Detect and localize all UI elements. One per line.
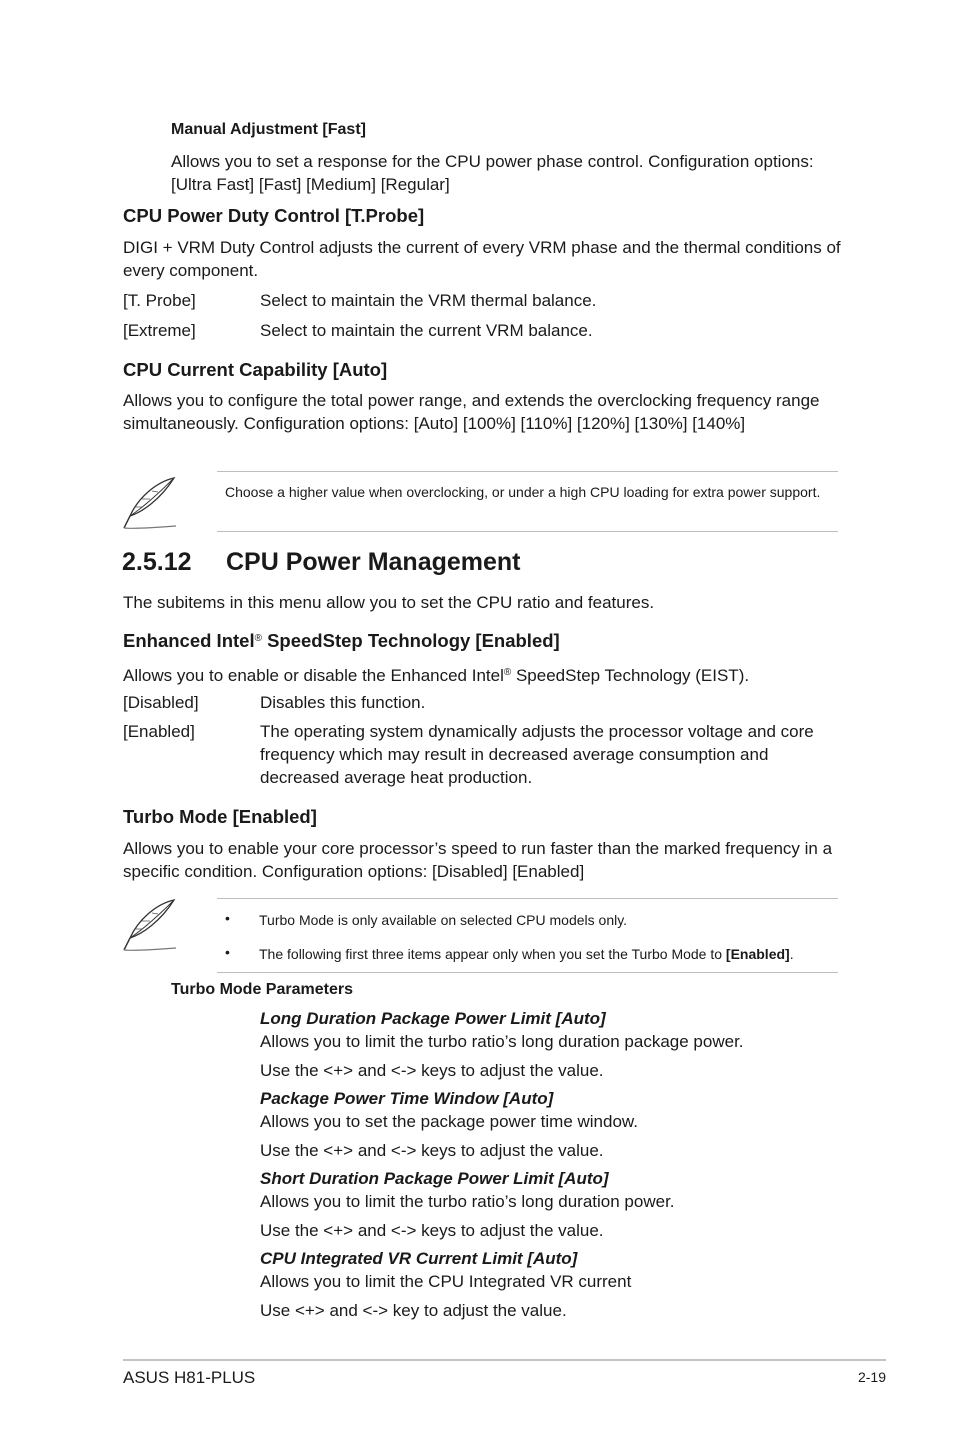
eist-option-desc: Disables this function. <box>260 693 426 712</box>
eist-title: Enhanced Intel® SpeedStep Technology [Enabled] <box>123 630 560 651</box>
duty-option-key: [T. Probe] <box>123 291 196 310</box>
param-hint: Use the <+> and <-> keys to adjust the value. <box>260 1061 604 1080</box>
section-number: 2.5.12 <box>122 548 192 576</box>
feather-pen-icon <box>120 474 182 532</box>
param-hint: Use the <+> and <-> keys to adjust the value. <box>260 1141 604 1160</box>
param-title: Long Duration Package Power Limit [Auto] <box>260 1009 606 1028</box>
duty-option-desc: Select to maintain the VRM thermal balance. <box>260 291 597 310</box>
duty-control-title: CPU Power Duty Control [T.Probe] <box>123 205 425 226</box>
turbo-params-title: Turbo Mode Parameters <box>171 981 353 998</box>
eist-option-desc: The operating system dynamically adjusts the processor voltage and core frequency which may result in decreased average consumption and decreased average heat production. <box>260 722 814 787</box>
param-desc: Allows you to limit the turbo ratio’s long duration package power. <box>260 1032 744 1051</box>
note-divider-bottom <box>217 531 838 532</box>
page-number: 2-19 <box>857 1369 886 1385</box>
note-text: Choose a higher value when overclocking, or under a high CPU loading for extra power support. <box>225 484 821 500</box>
eist-body: Allows you to enable or disable the Enhanced Intel® SpeedStep Technology (EIST). <box>123 666 750 685</box>
eist-option-key: [Enabled] <box>123 722 195 741</box>
note-divider-top <box>217 898 838 899</box>
note-divider-top <box>217 471 838 472</box>
param-title: Short Duration Package Power Limit [Auto] <box>260 1169 609 1188</box>
param-hint: Use the <+> and <-> keys to adjust the value. <box>260 1221 604 1240</box>
duty-control-body: DIGI + VRM Duty Control adjusts the current of every VRM phase and the thermal conditions of every component. <box>123 238 841 280</box>
param-title: CPU Integrated VR Current Limit [Auto] <box>260 1249 578 1268</box>
section-intro: The subitems in this menu allow you to set the CPU ratio and features. <box>123 593 655 612</box>
section-title: CPU Power Management <box>226 548 521 576</box>
note-item: The following first three items appear only when you set the Turbo Mode to [Enabled]. <box>259 946 794 962</box>
param-desc: Allows you to limit the CPU Integrated VR current <box>260 1272 632 1291</box>
note-divider-bottom <box>217 972 838 973</box>
manual-adjustment-body: Allows you to set a response for the CPU power phase control. Configuration options: [Ultra Fast] [Fast] [Medium] [Regular] <box>171 152 814 194</box>
param-title: Package Power Time Window [Auto] <box>260 1089 554 1108</box>
footer-rule <box>123 1359 886 1361</box>
footer-product: ASUS H81-PLUS <box>123 1368 256 1387</box>
param-desc: Allows you to limit the turbo ratio’s long duration power. <box>260 1192 675 1211</box>
turbo-body: Allows you to enable your core processor’s speed to run faster than the marked frequency in a specific condition. Configuration options: [Disabled] [Enabled] <box>123 839 833 881</box>
current-capability-title: CPU Current Capability [Auto] <box>123 359 388 380</box>
bullet: • <box>225 910 230 926</box>
turbo-title: Turbo Mode [Enabled] <box>123 806 317 827</box>
duty-option-key: [Extreme] <box>123 321 196 340</box>
param-hint: Use <+> and <-> key to adjust the value. <box>260 1301 567 1320</box>
manual-adjustment-title: Manual Adjustment [Fast] <box>171 121 366 138</box>
bullet: • <box>225 944 230 960</box>
current-capability-body: Allows you to configure the total power range, and extends the overclocking frequency range simultaneously. Configuration options: [Auto] [100%] [110%] [120%] [130%] [140%] <box>123 391 820 433</box>
note-item: Turbo Mode is only available on selected CPU models only. <box>259 912 628 928</box>
param-desc: Allows you to set the package power time window. <box>260 1112 638 1131</box>
feather-pen-icon <box>120 896 182 954</box>
duty-option-desc: Select to maintain the current VRM balance. <box>260 321 593 340</box>
eist-option-key: [Disabled] <box>123 693 199 712</box>
